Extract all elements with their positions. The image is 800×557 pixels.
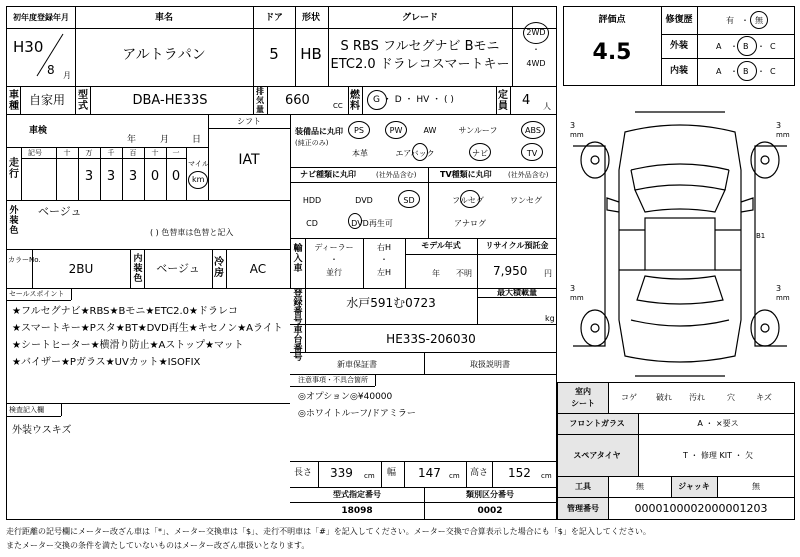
- repair-none: 無: [755, 16, 763, 25]
- tire-fr-mm: mm: [776, 131, 790, 139]
- seat-opt-4: キズ: [756, 393, 772, 402]
- tire-fl-mm: mm: [570, 131, 584, 139]
- tire-rr-mm: mm: [776, 294, 790, 302]
- model-year-unit: 年: [432, 269, 440, 278]
- import-left-h: 左H: [376, 268, 392, 277]
- length-cm: cm: [364, 472, 375, 480]
- import-dealer: ディーラー: [314, 243, 354, 252]
- drive-dot: ・: [532, 45, 540, 54]
- footer-line-2: またメーター交換の条件を満たしていないものはメーター改ざん車扱いとなります。: [6, 541, 310, 550]
- seat-opt-0: コゲ: [621, 393, 637, 402]
- seat-opt-1: 破れ: [656, 393, 672, 402]
- nav-sd: SD: [403, 196, 415, 205]
- color-note: ( ) 色替車は色替と記入: [150, 228, 234, 237]
- digit-label-2: 千: [107, 149, 115, 157]
- spare-value: T ・ 修理 KIT ・ 欠: [682, 451, 754, 460]
- day-unit: 日: [192, 135, 202, 145]
- exterior-label: 外装: [669, 41, 689, 51]
- mile-label: マイル: [188, 160, 209, 168]
- tire-rl-label: 3: [570, 284, 576, 293]
- int-a: A: [716, 67, 722, 76]
- body-label: 形状: [301, 13, 321, 23]
- sales-line-2: ★スマートキー★Pスタ★BT★DVD再生★キセノン★Aライト: [12, 323, 283, 334]
- int-c: C: [770, 67, 776, 76]
- ext-b: B: [743, 42, 749, 51]
- control-label: 管理番号: [567, 504, 599, 513]
- model-value: DBA-HE33S: [132, 93, 208, 108]
- sales-label: セールスポイント: [9, 290, 65, 298]
- category-value: 自家用: [28, 93, 66, 107]
- category-number-label: 類別区分番号: [466, 490, 514, 499]
- length-label: 長さ: [294, 468, 313, 478]
- tire-rl-mm: mm: [570, 294, 584, 302]
- footer-line-1: 走行距離の記号欄にメーター改ざん車は「*」、メーター交換車は「$」、走行不明車は「#」を記入してください。メーター交換で合算表示した場合にも「$」を記入してください。: [6, 527, 651, 536]
- ext-a: A: [716, 42, 722, 51]
- control-value: 0000100002000001203: [634, 502, 768, 515]
- tv-label: TV種類に丸印: [440, 170, 492, 179]
- equip-pw: PW: [389, 126, 403, 135]
- interior-color-label: 内装色: [133, 254, 143, 284]
- equip-abs: ABS: [525, 126, 541, 135]
- length-value: 339: [330, 466, 353, 480]
- digit-5: 0: [171, 169, 181, 184]
- seat-opt-3: 穴: [727, 393, 735, 402]
- color-label: 外装色: [9, 206, 19, 236]
- sales-line-1: ★フルセグナビ★RBS★Bモニ★ETC2.0★ドラレコ: [12, 306, 238, 317]
- equipment-sub: (純正のみ): [295, 139, 329, 147]
- color-value: ベージュ: [38, 205, 82, 218]
- owner-manual: 取扱説明書: [470, 360, 510, 369]
- name-label: 車名: [154, 13, 174, 23]
- width-cm: cm: [449, 472, 460, 480]
- registration-value: 水戸591む0723: [346, 296, 436, 310]
- nav-hdd: HDD: [302, 196, 322, 205]
- grade-line2: ETC2.0 ドラレコスマートキー: [330, 57, 510, 72]
- month-unit: 月: [63, 71, 71, 80]
- first-reg-era: H30: [13, 38, 44, 56]
- car-damage-diagram: [565, 110, 795, 378]
- first-reg-label: 初年度登録年月: [13, 13, 69, 22]
- tv-sub: (社外品含む): [508, 171, 549, 179]
- digit-label-4: 十: [151, 149, 159, 157]
- symbol-label: 記号: [28, 149, 42, 157]
- nav-dvd: DVD: [355, 196, 373, 205]
- max-load-kg: kg: [545, 314, 555, 323]
- model-label: 型式: [78, 90, 88, 112]
- recycle-value: 7,950: [493, 264, 528, 278]
- color-no-label: カラーNo.: [8, 256, 41, 264]
- drive-2wd: 2WD: [526, 28, 546, 37]
- digit-label-1: 万: [85, 149, 93, 157]
- sales-line-3: ★シートヒーター★横滑り防止★Aストップ★マット: [12, 340, 244, 351]
- width-label: 幅: [387, 468, 397, 478]
- shift-value: IAT: [238, 152, 260, 168]
- import-label: 輸入車: [293, 244, 303, 274]
- interior-color-value: ベージュ: [156, 262, 200, 275]
- sales-line-4: ★バイザー★Pガラス★UVカット★ISOFIX: [12, 357, 201, 368]
- nav-sub: (社外品含む): [376, 171, 417, 179]
- mileage-label: 走行: [9, 158, 19, 180]
- equip-tv: TV: [526, 149, 538, 158]
- int-b: B: [743, 67, 749, 76]
- damage-mark-b1: B1: [756, 232, 766, 240]
- equip-ps: PS: [354, 126, 364, 135]
- max-load-label: 最大積載量: [497, 288, 537, 297]
- recycle-label: リサイクル預託金: [485, 241, 549, 250]
- notes-line-2: ◎ホワイトルーフ/ドアミラー: [298, 409, 416, 419]
- registration-label: 登録番号: [293, 289, 303, 326]
- body-value: HB: [300, 45, 322, 63]
- interior-label: 内装: [669, 66, 689, 76]
- equip-leather: 本革: [352, 149, 368, 158]
- equip-aw: AW: [423, 126, 437, 135]
- nav-dvd-play: DVD再生可: [351, 219, 393, 228]
- recycle-yen: 円: [544, 269, 552, 278]
- capacity-label: 定員: [498, 90, 508, 112]
- seat-opt-2: 汚れ: [689, 393, 705, 402]
- cc-unit: CC: [333, 102, 343, 110]
- nav-label: ナビ種類に丸印: [300, 170, 356, 179]
- repair-dot: ・: [741, 16, 749, 25]
- width-value: 147: [418, 466, 441, 480]
- capacity-value: 4: [522, 93, 531, 108]
- import-dot1: ・: [330, 255, 338, 264]
- digit-label-3: 百: [129, 149, 137, 157]
- tools-value: 無: [636, 482, 644, 491]
- chassis-value: HE33S-206030: [386, 332, 476, 346]
- equip-airbag: エアバック: [395, 149, 435, 158]
- ext-dot2: ・: [757, 42, 765, 51]
- capacity-unit: 人: [543, 102, 551, 111]
- km-label: km: [192, 175, 205, 184]
- tv-oneseg: ワンセグ: [510, 196, 542, 205]
- int-dot1: ・: [730, 67, 738, 76]
- drive-4wd: 4WD: [526, 59, 546, 68]
- height-cm: cm: [541, 472, 552, 480]
- tire-fl-label: 3: [570, 121, 576, 130]
- digit-label-5: 一: [172, 149, 180, 157]
- doors-value: 5: [269, 45, 279, 63]
- digit-3: 3: [128, 169, 138, 184]
- color-no-value: 2BU: [68, 262, 94, 276]
- shift-label: シフト: [237, 117, 261, 126]
- car-name: アルトラパン: [122, 47, 206, 63]
- new-car-warranty: 新車保証書: [337, 360, 377, 369]
- ext-dot1: ・: [730, 42, 738, 51]
- notes-label: 注意事項・不具合箇所: [298, 376, 368, 384]
- import-right-h: 右H: [376, 243, 392, 252]
- notes-line-1: ◎オプション◎¥40000: [298, 392, 393, 402]
- fuel-options: G ・ D ・ HV ・ ( ): [373, 95, 454, 105]
- import-dot2: ・: [380, 255, 388, 264]
- displacement-label: 排気量: [256, 87, 264, 114]
- doors-label: ドア: [265, 13, 283, 23]
- nav-cd: CD: [306, 219, 318, 228]
- repair-label: 修復歴: [665, 15, 693, 25]
- rating-label: 評価点: [598, 15, 626, 25]
- tire-fr-label: 3: [776, 121, 782, 130]
- fuel-label: 燃料: [350, 90, 360, 112]
- tools-label: 工具: [575, 482, 591, 491]
- model-year-label: モデル年式: [421, 241, 461, 250]
- seat-label-2: シート: [571, 399, 595, 408]
- rating-score: 4.5: [592, 40, 632, 65]
- tire-rr-label: 3: [776, 284, 782, 293]
- grade-label: グレード: [401, 13, 439, 23]
- ac-label: 冷房: [214, 257, 224, 279]
- int-dot2: ・: [757, 67, 765, 76]
- jack-value: 無: [752, 482, 760, 491]
- year-unit: 年: [127, 135, 137, 145]
- model-designation-value: 18098: [341, 506, 373, 516]
- height-value: 152: [508, 466, 531, 480]
- windshield-value: A ・ ×要ス: [697, 419, 739, 428]
- ext-c: C: [770, 42, 776, 51]
- digit-4: 0: [150, 169, 160, 184]
- digit-2: 3: [106, 169, 116, 184]
- inspector-value: 外装ウスキズ: [12, 425, 72, 436]
- category-number-value: 0002: [477, 506, 503, 516]
- equipment-label: 装備品に丸印: [295, 127, 343, 136]
- first-reg-month: 8: [47, 63, 55, 77]
- digit-1: 3: [84, 169, 94, 184]
- displacement-value: 660: [285, 93, 310, 108]
- month-unit2: 月: [160, 135, 170, 145]
- grade-line1: S RBS フルセグナビ Bモニ: [340, 39, 500, 54]
- import-parallel: 並行: [326, 268, 342, 277]
- chassis-label: 車台番号: [293, 326, 303, 363]
- category-label: 車種: [9, 90, 19, 112]
- model-designation-label: 型式指定番号: [333, 490, 381, 499]
- repair-yes: 有: [726, 16, 734, 25]
- digit-label-0: 十: [63, 149, 71, 157]
- jack-label: ジャッキ: [678, 482, 710, 491]
- height-label: 高さ: [470, 468, 489, 478]
- ac-value: AC: [249, 262, 267, 276]
- spare-label: スペアタイヤ: [573, 451, 621, 460]
- equip-sunroof: サンルーフ: [458, 126, 498, 135]
- tv-fullseg: フルセグ: [452, 196, 484, 205]
- shaken-label: 車検: [28, 126, 48, 136]
- inspector-label: 検査記入欄: [9, 406, 44, 414]
- tv-analog: アナログ: [454, 219, 486, 228]
- equip-navi: ナビ: [472, 149, 488, 158]
- windshield-label: フロントガラス: [569, 419, 625, 428]
- seat-label-1: 室内: [575, 387, 591, 396]
- model-year-value: 不明: [456, 269, 472, 278]
